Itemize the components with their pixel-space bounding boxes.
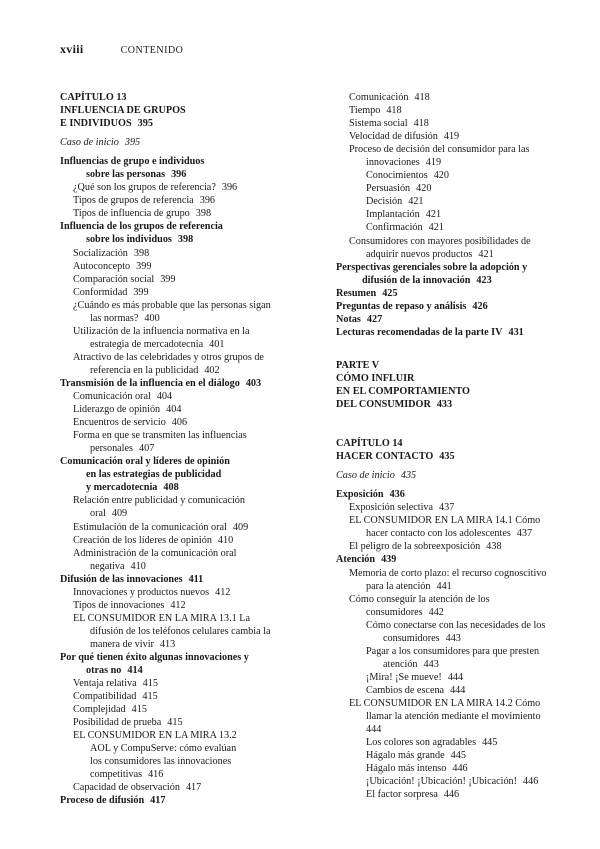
toc-line xyxy=(336,235,586,248)
toc-line xyxy=(60,781,315,794)
toc-entry-text: personales xyxy=(90,443,133,455)
toc-line xyxy=(336,469,586,482)
toc-line xyxy=(60,547,315,560)
toc-entry-text: sobre los individuos xyxy=(86,234,172,246)
toc-line xyxy=(336,527,586,540)
toc-page-number: 426 xyxy=(472,300,488,312)
toc-page-number: 420 xyxy=(416,183,432,195)
toc-entry-text: difusión de los teléfonos celulares cambia la xyxy=(90,625,271,637)
toc-line xyxy=(336,593,586,606)
toc-entry-text: Comunicación xyxy=(349,92,409,103)
toc-page-number: 400 xyxy=(144,312,160,324)
toc-page-number: 402 xyxy=(204,364,220,376)
toc-entry-text: Resumen xyxy=(336,287,377,299)
toc-entry-text: manera de vivir xyxy=(90,638,154,650)
toc-page-number: 415 xyxy=(131,704,147,716)
toc-entry-text: ¿Cuándo es más probable que las personas sigan xyxy=(73,299,271,311)
toc-page-number: 396 xyxy=(171,169,187,181)
toc-entry-text: Preguntas de repaso y análisis xyxy=(336,300,467,312)
toc-entry-text: innovaciones xyxy=(366,157,420,169)
running-title: CONTENIDO xyxy=(120,45,184,56)
toc-line xyxy=(336,488,586,501)
toc-line xyxy=(336,540,586,553)
toc-entry-text: Consumidores con mayores posibilidades de xyxy=(349,235,531,247)
toc-entry-text: Transmisión de la influencia en el diálogo xyxy=(60,377,240,389)
toc-page-number: 412 xyxy=(170,599,186,611)
spacer xyxy=(336,411,586,437)
toc-line xyxy=(60,312,315,325)
toc-page-number: 396 xyxy=(199,195,215,207)
toc-entry-text: Utilización de la influencia normativa en la xyxy=(73,325,250,337)
toc-line xyxy=(336,326,586,339)
toc-page-number: 445 xyxy=(450,750,466,762)
toc-entry-text: Capacidad de observación xyxy=(73,782,180,794)
toc-page-number: 419 xyxy=(443,131,460,143)
toc-entry-text: Compatibilidad xyxy=(73,691,137,703)
toc-page-number: 442 xyxy=(428,606,444,618)
toc-entry-text: en las estrategias de publicidad xyxy=(86,469,222,481)
toc-page-number: 401 xyxy=(209,338,225,350)
toc-line xyxy=(336,398,586,411)
toc-page-number: 438 xyxy=(486,541,502,553)
toc-entry-text: HACER CONTACTO xyxy=(336,451,434,463)
toc-line xyxy=(60,494,315,507)
toc-page-number: 436 xyxy=(389,489,405,501)
toc-line xyxy=(60,207,315,220)
toc-line xyxy=(336,156,586,169)
toc-entry-text: Proceso de decisión del consumidor para las xyxy=(349,144,530,156)
toc-page-number: 421 xyxy=(428,222,444,234)
toc-entry-text: Caso de inicio xyxy=(60,137,119,149)
toc-page-number: 399 xyxy=(133,286,149,298)
toc-entry-text: Hágalo más grande xyxy=(366,750,445,762)
toc-page-number: 398 xyxy=(177,234,194,246)
toc-entry-text: Difusión de las innovaciones xyxy=(60,573,183,585)
toc-entry-text: Perspectivas gerenciales sobre la adopción y xyxy=(336,261,528,273)
toc-line xyxy=(60,755,315,768)
toc-line xyxy=(60,586,315,599)
toc-line xyxy=(336,749,586,762)
toc-line xyxy=(60,729,315,742)
toc-page-number: 416 xyxy=(148,769,164,781)
toc-page-number: 415 xyxy=(142,691,158,703)
toc-entry-text: Forma en que se transmiten las influencias xyxy=(73,430,247,442)
toc-page-number: 420 xyxy=(433,170,449,182)
toc-line xyxy=(336,580,586,593)
toc-entry-text: llamar la atención mediante el movimiento xyxy=(366,711,541,723)
toc-page-number: 423 xyxy=(476,274,492,286)
toc-page-number: 410 xyxy=(130,560,146,572)
toc-line xyxy=(60,625,315,638)
toc-line xyxy=(336,261,586,274)
toc-line xyxy=(60,573,315,586)
toc-line xyxy=(336,300,586,313)
toc-entry-text: EL CONSUMIDOR EN LA MIRA 14.2 Cómo xyxy=(349,697,541,709)
toc-entry-text: EL CONSUMIDOR EN LA MIRA 13.1 La xyxy=(73,612,251,624)
toc-page-number: 427 xyxy=(366,313,383,325)
toc-page-number: 421 xyxy=(408,196,424,208)
page-number: xviii xyxy=(60,42,84,56)
toc-page-number: 425 xyxy=(382,287,398,299)
toc-entry-text: Complejidad xyxy=(73,704,126,716)
toc-entry-text: Pagar a los consumidores para que presten xyxy=(366,645,540,657)
toc-line xyxy=(336,117,586,130)
toc-line xyxy=(60,220,315,233)
toc-line xyxy=(60,155,315,168)
toc-line xyxy=(60,351,315,364)
toc-line xyxy=(336,697,586,710)
toc-line xyxy=(336,143,586,156)
toc-entry-text: Caso de inicio xyxy=(336,470,395,482)
toc-page-number: 398 xyxy=(195,208,212,220)
toc-page-number: 439 xyxy=(381,554,397,566)
toc-line xyxy=(336,287,586,300)
toc-entry-text: Comparación social xyxy=(73,273,155,285)
toc-line xyxy=(60,481,315,494)
toc-page-number: 433 xyxy=(436,399,453,411)
toc-entry-text: Memoria de corto plazo: el recurso cognoscitivo xyxy=(349,567,547,579)
toc-page-number: 417 xyxy=(185,782,202,794)
toc-line xyxy=(60,677,315,690)
toc-line xyxy=(60,91,315,104)
toc-line xyxy=(336,606,586,619)
toc-line xyxy=(60,299,315,312)
toc-line xyxy=(60,638,315,651)
toc-entry-text: CAPÍTULO 14 xyxy=(336,438,403,450)
toc-entry-text: Exposición xyxy=(336,489,384,501)
toc-line xyxy=(60,455,315,468)
toc-line xyxy=(60,390,315,403)
toc-line xyxy=(60,260,315,273)
toc-line xyxy=(336,182,586,195)
toc-page-number: 412 xyxy=(215,586,231,598)
toc-page-number: 398 xyxy=(133,247,150,259)
toc-entry-text: Conocimientos xyxy=(366,170,428,182)
toc-entry-text: Socialización xyxy=(73,247,128,259)
toc-entry-text: Hágalo más intenso xyxy=(366,763,447,775)
toc-page-number: 418 xyxy=(414,92,430,103)
toc-line xyxy=(60,247,315,260)
toc-page-number: 446 xyxy=(443,789,460,801)
toc-page-number: 414 xyxy=(127,665,143,677)
toc-line xyxy=(336,313,586,326)
toc-page-number: 395 xyxy=(137,118,153,130)
toc-page-number: 437 xyxy=(439,502,455,514)
toc-line xyxy=(336,788,586,801)
toc-entry-text: Decisión xyxy=(366,196,403,208)
toc-line xyxy=(60,117,315,130)
toc-entry-text: Influencias de grupo e individuos xyxy=(60,156,205,168)
toc-entry-text: Tipos de grupos de referencia xyxy=(73,195,194,207)
toc-page-number: 418 xyxy=(386,105,402,117)
toc-page-number: 445 xyxy=(482,737,498,749)
toc-entry-text: EL CONSUMIDOR EN LA MIRA 14.1 Cómo xyxy=(349,515,541,527)
toc-line xyxy=(336,658,586,671)
toc-entry-text: atención xyxy=(383,658,418,670)
toc-page-number: 444 xyxy=(450,684,466,696)
toc-line xyxy=(336,762,586,775)
toc-entry-text: Cómo conseguir la atención de los xyxy=(349,593,490,605)
toc-entry-text: para la atención xyxy=(366,580,431,592)
toc-right-column xyxy=(336,91,586,801)
toc-entry-text: las normas? xyxy=(90,312,139,324)
toc-line xyxy=(60,286,315,299)
toc-line xyxy=(60,599,315,612)
toc-line xyxy=(60,325,315,338)
toc-entry-text: hacer contacto con los adolescentes xyxy=(366,528,511,540)
toc-page-number: 409 xyxy=(232,521,249,533)
toc-line xyxy=(60,703,315,716)
toc-page-number: 409 xyxy=(111,508,128,520)
toc-entry-text: Relación entre publicidad y comunicación xyxy=(73,495,245,507)
toc-line xyxy=(336,195,586,208)
toc-entry-text: DEL CONSUMIDOR xyxy=(336,399,431,411)
toc-page-number: 443 xyxy=(423,658,439,670)
toc-page-number: 443 xyxy=(445,632,461,644)
toc-line xyxy=(60,273,315,286)
toc-entry-text: Innovaciones y productos nuevos xyxy=(73,586,210,598)
toc-entry-text: Ventaja relativa xyxy=(73,678,137,690)
toc-page-number: 417 xyxy=(150,795,166,807)
toc-entry-text: CAPÍTULO 13 xyxy=(60,92,127,103)
toc-entry-text: Autoconcepto xyxy=(73,260,131,272)
toc-entry-text: Liderazgo de opinión xyxy=(73,404,161,416)
toc-line xyxy=(60,338,315,351)
toc-entry-text: difusión de la innovación xyxy=(362,274,471,286)
toc-line xyxy=(336,274,586,287)
toc-entry-text: sobre las personas xyxy=(86,169,166,181)
toc-page-number: 411 xyxy=(188,573,204,585)
toc-line xyxy=(60,794,315,807)
toc-entry-text: Notas xyxy=(336,313,361,325)
toc-line xyxy=(60,651,315,664)
toc-line xyxy=(336,736,586,749)
toc-entry-text: Atención xyxy=(336,554,376,566)
toc-line xyxy=(336,553,586,566)
toc-page-number: 446 xyxy=(452,763,468,775)
toc-line xyxy=(336,450,586,463)
toc-page-number: 410 xyxy=(217,534,234,546)
toc-entry-text: consumidores xyxy=(383,632,440,644)
toc-line xyxy=(336,619,586,632)
toc-line xyxy=(336,723,586,736)
toc-page-number: 406 xyxy=(171,417,188,429)
toc-page-number: 395 xyxy=(124,137,141,149)
toc-page-number: 413 xyxy=(159,638,176,650)
toc-entry-text: Implantación xyxy=(366,209,420,221)
toc-entry-text: Influencia de los grupos de referencia xyxy=(60,221,223,233)
toc-entry-text: referencia en la publicidad xyxy=(90,364,199,376)
toc-line xyxy=(336,684,586,697)
toc-page-number: 408 xyxy=(163,482,179,494)
toc-entry-text: competitivas xyxy=(90,769,143,781)
toc-entry-text: CÓMO INFLUIR xyxy=(336,372,415,384)
toc-line xyxy=(336,514,586,527)
toc-entry-text: E INDIVIDUOS xyxy=(60,118,132,130)
toc-entry-text: Sistema social xyxy=(349,118,408,130)
toc-line xyxy=(336,248,586,261)
toc-line xyxy=(336,567,586,580)
toc-entry-text: otras no xyxy=(86,665,122,677)
toc-line xyxy=(60,364,315,377)
toc-line xyxy=(60,534,315,547)
toc-entry-text: ¿Qué son los grupos de referencia? xyxy=(73,182,216,194)
toc-line xyxy=(60,560,315,573)
toc-page-number: 435 xyxy=(439,451,455,463)
toc-entry-text: Persuasión xyxy=(366,183,411,195)
toc-line xyxy=(60,416,315,429)
toc-entry-text: AOL y CompuServe: cómo evalúan xyxy=(90,743,237,755)
toc-entry-text: estrategia de mercadotecnia xyxy=(90,338,204,350)
toc-entry-text: Posibilidad de prueba xyxy=(73,717,162,729)
toc-page-number: 437 xyxy=(516,528,533,540)
toc-entry-text: Exposición selectiva xyxy=(349,502,434,514)
toc-entry-text: y mercadotecnia xyxy=(86,482,158,494)
toc-line xyxy=(60,104,315,117)
toc-line xyxy=(336,221,586,234)
toc-entry-text: ¡Ubicación! ¡Ubicación! ¡Ubicación! xyxy=(366,776,518,788)
toc-line xyxy=(336,501,586,514)
toc-entry-text: Atractivo de las celebridades y otros grupos de xyxy=(73,351,264,363)
toc-entry-text: Tipos de influencia de grupo xyxy=(73,208,190,220)
toc-line xyxy=(60,442,315,455)
toc-line xyxy=(60,521,315,534)
toc-entry-text: Cómo conectarse con las necesidades de los xyxy=(366,619,546,631)
spacer xyxy=(336,339,586,359)
toc-entry-text: PARTE V xyxy=(336,359,380,371)
toc-line xyxy=(336,359,586,372)
toc-page-number: 419 xyxy=(425,157,442,169)
toc-entry-text: Velocidad de difusión xyxy=(349,131,438,143)
toc-page-number: 399 xyxy=(160,273,176,285)
toc-entry-text: EL CONSUMIDOR EN LA MIRA 13.2 xyxy=(73,730,237,742)
toc-line xyxy=(60,377,315,390)
toc-line xyxy=(336,710,586,723)
toc-left-column xyxy=(60,91,315,808)
toc-page-number: 404 xyxy=(156,391,173,403)
toc-entry-text: consumidores xyxy=(366,606,423,618)
toc-page-number: 446 xyxy=(523,776,539,788)
toc-line xyxy=(60,181,315,194)
toc-line xyxy=(336,437,586,450)
toc-entry-text: ¡Mira! ¡Se mueve! xyxy=(366,671,442,683)
toc-page-number: 435 xyxy=(400,470,417,482)
toc-line xyxy=(60,742,315,755)
toc-entry-text: Tiempo xyxy=(349,105,381,117)
toc-line xyxy=(60,716,315,729)
toc-entry-text: Comunicación oral y líderes de opinión xyxy=(60,456,230,468)
toc-line xyxy=(60,690,315,703)
toc-entry-text: Creación de los líderes de opinión xyxy=(73,534,212,546)
toc-page-number: 415 xyxy=(142,678,158,690)
toc-entry-text: Proceso de difusión xyxy=(60,795,145,807)
toc-entry-text: Por qué tienen éxito algunas innovaciones y xyxy=(60,651,249,663)
page-header xyxy=(60,42,183,57)
toc-line xyxy=(336,130,586,143)
toc-entry-text: oral xyxy=(90,508,106,520)
toc-entry-text: El factor sorpresa xyxy=(366,789,438,801)
toc-entry-text: Estimulación de la comunicación oral xyxy=(73,521,227,533)
toc-line xyxy=(336,385,586,398)
toc-line xyxy=(60,168,315,181)
toc-entry-text: Conformidad xyxy=(73,286,128,298)
toc-entry-text: Lecturas recomendadas de la parte IV xyxy=(336,326,503,338)
toc-entry-text: Confirmación xyxy=(366,222,423,234)
toc-entry-text: negativa xyxy=(90,560,125,572)
toc-entry-text: adquirir nuevos productos xyxy=(366,248,473,260)
toc-page-number: 421 xyxy=(425,209,442,221)
toc-entry-text: Tipos de innovaciones xyxy=(73,599,165,611)
toc-entry-text: Encuentros de servicio xyxy=(73,417,166,429)
toc-entry-text: Cambios de escena xyxy=(366,684,445,696)
toc-entry-text: 444 xyxy=(366,724,382,736)
toc-entry-text: los consumidores las innovaciones xyxy=(90,756,232,768)
toc-line xyxy=(336,104,586,117)
toc-page-number: 441 xyxy=(436,580,452,592)
toc-line xyxy=(60,233,315,246)
toc-page-number: 444 xyxy=(447,671,464,683)
toc-line xyxy=(60,403,315,416)
toc-line xyxy=(60,136,315,149)
toc-page-number: 431 xyxy=(508,326,524,338)
toc-line xyxy=(60,768,315,781)
toc-page-number: 421 xyxy=(478,248,494,260)
toc-line xyxy=(336,208,586,221)
toc-line xyxy=(336,372,586,385)
toc-line xyxy=(336,169,586,182)
toc-page-number: 407 xyxy=(139,443,155,455)
toc-line xyxy=(336,671,586,684)
toc-page-number: 403 xyxy=(245,377,262,389)
toc-line xyxy=(60,429,315,442)
toc-entry-text: INFLUENCIA DE GRUPOS xyxy=(60,105,186,117)
toc-line xyxy=(336,632,586,645)
toc-line xyxy=(336,775,586,788)
toc-entry-text: El peligro de la sobreexposición xyxy=(349,541,481,553)
toc-line xyxy=(60,194,315,207)
toc-page-number: 418 xyxy=(413,118,429,130)
toc-line xyxy=(60,507,315,520)
toc-page-number: 399 xyxy=(136,260,152,272)
toc-entry-text: Los colores son agradables xyxy=(366,737,477,749)
toc-line xyxy=(60,468,315,481)
toc-line xyxy=(336,645,586,658)
toc-page-number: 415 xyxy=(167,717,183,729)
toc-page-number: 396 xyxy=(221,182,238,194)
toc-entry-text: EN EL COMPORTAMIENTO xyxy=(336,385,470,397)
toc-line xyxy=(336,91,586,104)
toc-page-number: 404 xyxy=(166,404,182,416)
toc-entry-text: Administración de la comunicación oral xyxy=(73,547,237,559)
toc-line xyxy=(60,664,315,677)
toc-entry-text: Comunicación oral xyxy=(73,391,151,403)
toc-line xyxy=(60,612,315,625)
